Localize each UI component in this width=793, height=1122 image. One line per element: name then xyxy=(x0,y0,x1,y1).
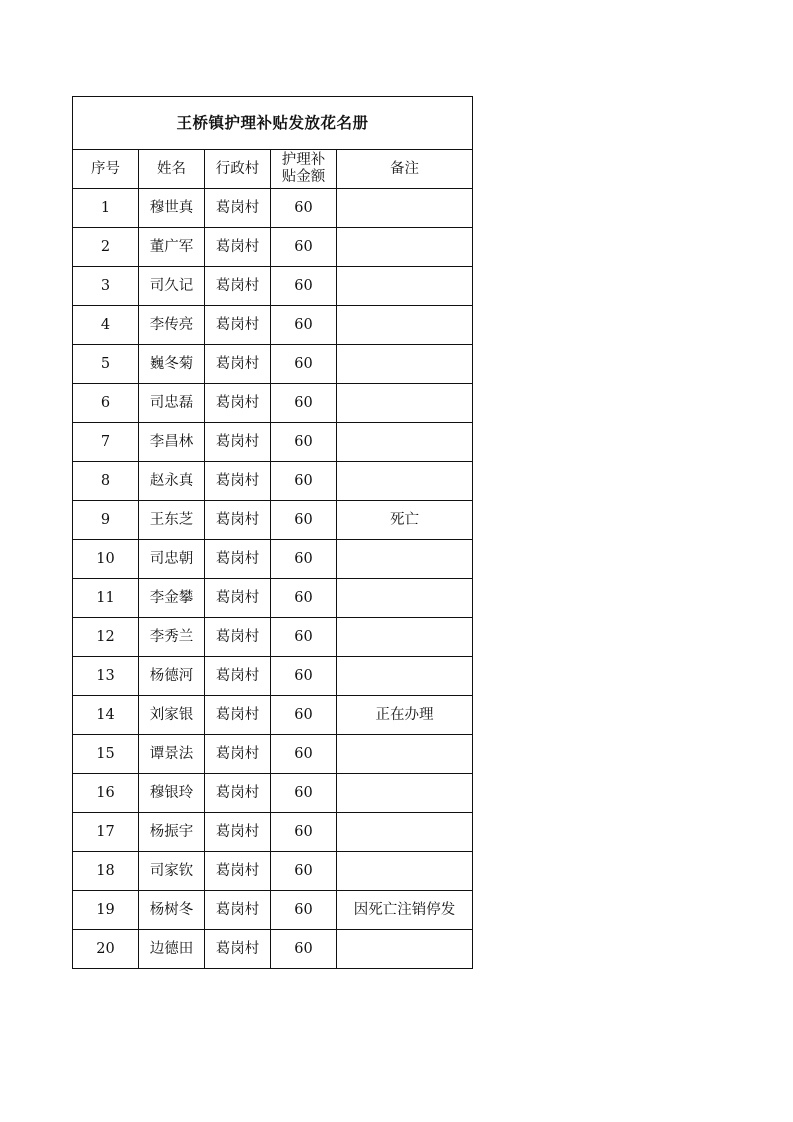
cell-village: 葛岗村 xyxy=(205,930,271,969)
cell-name: 杨振宇 xyxy=(139,813,205,852)
cell-note xyxy=(337,345,473,384)
cell-index: 20 xyxy=(73,930,139,969)
cell-name: 巍冬菊 xyxy=(139,345,205,384)
cell-index: 8 xyxy=(73,462,139,501)
cell-note xyxy=(337,579,473,618)
cell-amount: 60 xyxy=(271,345,337,384)
cell-name: 王东芝 xyxy=(139,501,205,540)
cell-name: 谭景法 xyxy=(139,735,205,774)
cell-village: 葛岗村 xyxy=(205,852,271,891)
cell-index: 6 xyxy=(73,384,139,423)
cell-note xyxy=(337,462,473,501)
cell-name: 刘家银 xyxy=(139,696,205,735)
cell-note xyxy=(337,540,473,579)
cell-name: 司久记 xyxy=(139,267,205,306)
cell-index: 3 xyxy=(73,267,139,306)
cell-amount: 60 xyxy=(271,189,337,228)
table-row xyxy=(73,696,473,735)
cell-note: 死亡 xyxy=(337,501,473,540)
cell-name: 边德田 xyxy=(139,930,205,969)
table-row xyxy=(73,852,473,891)
cell-village: 葛岗村 xyxy=(205,267,271,306)
cell-name: 司忠磊 xyxy=(139,384,205,423)
cell-index: 4 xyxy=(73,306,139,345)
table-row xyxy=(73,657,473,696)
cell-name: 司家钦 xyxy=(139,852,205,891)
header-row xyxy=(73,150,473,189)
cell-index: 5 xyxy=(73,345,139,384)
table-row xyxy=(73,618,473,657)
cell-village: 葛岗村 xyxy=(205,774,271,813)
header-village: 行政村 xyxy=(205,150,271,189)
table-row xyxy=(73,423,473,462)
cell-amount: 60 xyxy=(271,579,337,618)
table-row xyxy=(73,540,473,579)
table-row xyxy=(73,930,473,969)
cell-note xyxy=(337,618,473,657)
cell-index: 17 xyxy=(73,813,139,852)
header-note: 备注 xyxy=(337,150,473,189)
cell-village: 葛岗村 xyxy=(205,813,271,852)
cell-amount: 60 xyxy=(271,930,337,969)
table-row xyxy=(73,891,473,930)
cell-index: 7 xyxy=(73,423,139,462)
cell-amount: 60 xyxy=(271,540,337,579)
cell-note xyxy=(337,930,473,969)
cell-name: 李秀兰 xyxy=(139,618,205,657)
cell-index: 1 xyxy=(73,189,139,228)
cell-index: 18 xyxy=(73,852,139,891)
cell-amount: 60 xyxy=(271,267,337,306)
cell-village: 葛岗村 xyxy=(205,735,271,774)
header-index: 序号 xyxy=(73,150,139,189)
cell-index: 10 xyxy=(73,540,139,579)
document-title: 王桥镇护理补贴发放花名册 xyxy=(73,97,473,150)
cell-village: 葛岗村 xyxy=(205,696,271,735)
cell-amount: 60 xyxy=(271,891,337,930)
table-row xyxy=(73,228,473,267)
cell-village: 葛岗村 xyxy=(205,345,271,384)
cell-index: 19 xyxy=(73,891,139,930)
cell-village: 葛岗村 xyxy=(205,501,271,540)
cell-name: 李金攀 xyxy=(139,579,205,618)
cell-village: 葛岗村 xyxy=(205,462,271,501)
cell-note: 正在办理 xyxy=(337,696,473,735)
cell-amount: 60 xyxy=(271,657,337,696)
cell-amount: 60 xyxy=(271,306,337,345)
cell-index: 11 xyxy=(73,579,139,618)
cell-amount: 60 xyxy=(271,813,337,852)
cell-village: 葛岗村 xyxy=(205,618,271,657)
table-row xyxy=(73,813,473,852)
cell-name: 杨德河 xyxy=(139,657,205,696)
cell-index: 9 xyxy=(73,501,139,540)
header-amount-label: 护理补贴金额 xyxy=(281,152,326,185)
table-row xyxy=(73,462,473,501)
cell-note xyxy=(337,423,473,462)
cell-amount: 60 xyxy=(271,462,337,501)
cell-note xyxy=(337,813,473,852)
cell-note xyxy=(337,306,473,345)
table-row xyxy=(73,267,473,306)
cell-note xyxy=(337,228,473,267)
table-row xyxy=(73,579,473,618)
cell-village: 葛岗村 xyxy=(205,306,271,345)
cell-name: 董广军 xyxy=(139,228,205,267)
table-row xyxy=(73,189,473,228)
cell-amount: 60 xyxy=(271,852,337,891)
cell-index: 2 xyxy=(73,228,139,267)
header-name: 姓名 xyxy=(139,150,205,189)
cell-village: 葛岗村 xyxy=(205,189,271,228)
cell-index: 14 xyxy=(73,696,139,735)
cell-index: 13 xyxy=(73,657,139,696)
cell-note xyxy=(337,189,473,228)
cell-village: 葛岗村 xyxy=(205,579,271,618)
table-row xyxy=(73,501,473,540)
cell-amount: 60 xyxy=(271,228,337,267)
cell-name: 司忠朝 xyxy=(139,540,205,579)
cell-village: 葛岗村 xyxy=(205,423,271,462)
roster-body xyxy=(73,189,473,969)
cell-amount: 60 xyxy=(271,735,337,774)
table-row xyxy=(73,384,473,423)
table-row xyxy=(73,306,473,345)
cell-name: 穆银玲 xyxy=(139,774,205,813)
cell-name: 杨树冬 xyxy=(139,891,205,930)
cell-name: 穆世真 xyxy=(139,189,205,228)
roster-table xyxy=(72,96,473,969)
cell-note xyxy=(337,384,473,423)
cell-note xyxy=(337,267,473,306)
cell-village: 葛岗村 xyxy=(205,657,271,696)
cell-index: 16 xyxy=(73,774,139,813)
cell-amount: 60 xyxy=(271,696,337,735)
cell-index: 12 xyxy=(73,618,139,657)
cell-note xyxy=(337,735,473,774)
cell-note xyxy=(337,852,473,891)
cell-index: 15 xyxy=(73,735,139,774)
cell-name: 赵永真 xyxy=(139,462,205,501)
cell-note xyxy=(337,774,473,813)
cell-village: 葛岗村 xyxy=(205,228,271,267)
cell-note: 因死亡注销停发 xyxy=(337,891,473,930)
cell-amount: 60 xyxy=(271,423,337,462)
cell-amount: 60 xyxy=(271,501,337,540)
cell-name: 李传亮 xyxy=(139,306,205,345)
header-amount xyxy=(271,150,337,189)
cell-village: 葛岗村 xyxy=(205,540,271,579)
table-row xyxy=(73,735,473,774)
cell-amount: 60 xyxy=(271,774,337,813)
cell-amount: 60 xyxy=(271,384,337,423)
table-row xyxy=(73,774,473,813)
cell-note xyxy=(337,657,473,696)
table-row xyxy=(73,345,473,384)
cell-amount: 60 xyxy=(271,618,337,657)
cell-village: 葛岗村 xyxy=(205,891,271,930)
cell-name: 李昌林 xyxy=(139,423,205,462)
cell-village: 葛岗村 xyxy=(205,384,271,423)
